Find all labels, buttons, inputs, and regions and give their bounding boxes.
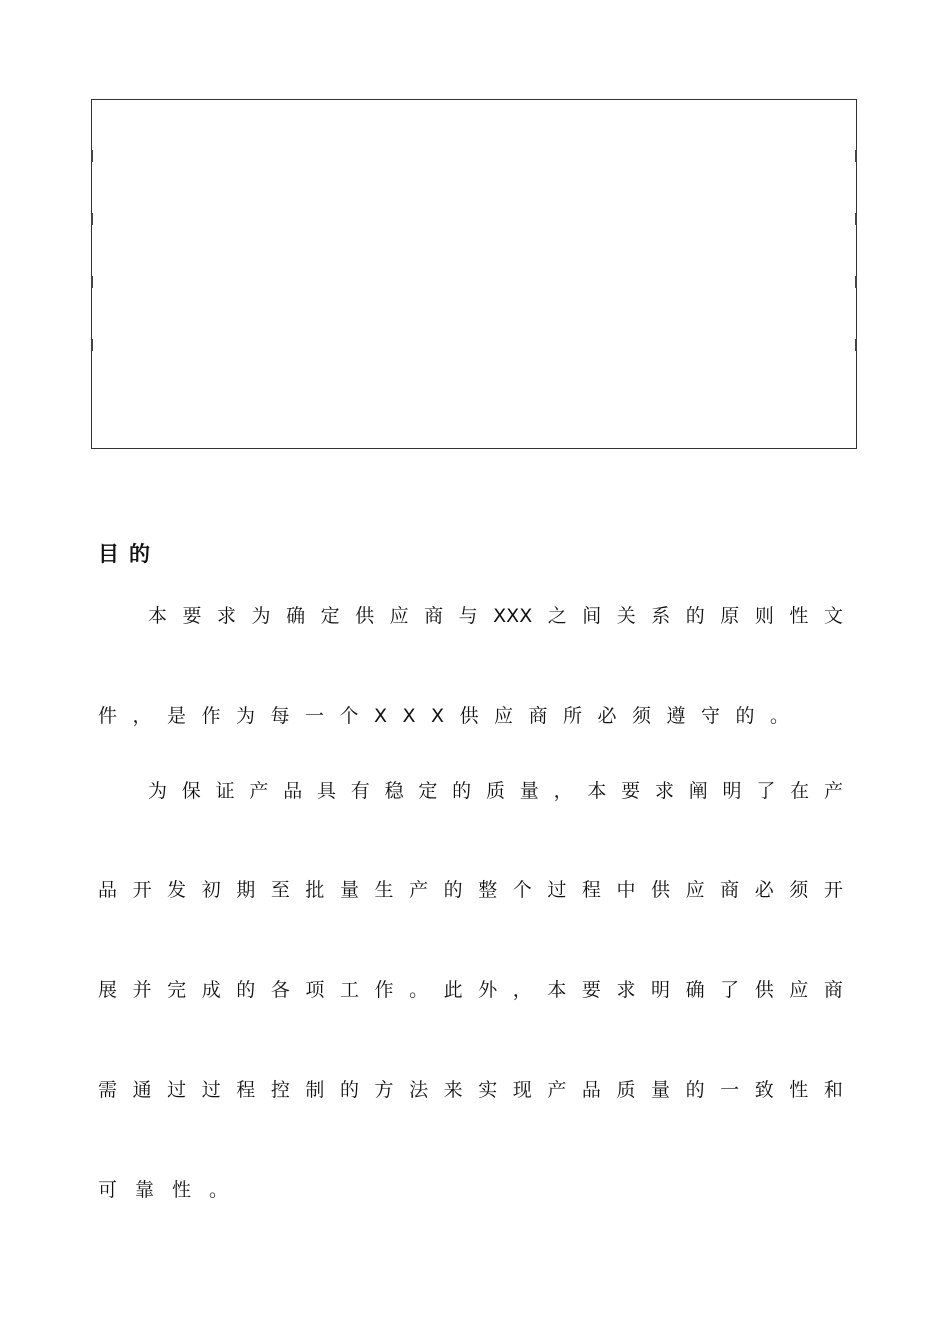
- glyph: 初: [201, 879, 221, 901]
- glyph: 量: [519, 780, 539, 802]
- glyph: 作: [374, 979, 394, 1001]
- paragraph-1-line-2: 件，是作为每一个XXX供应商所必须遵守的。: [98, 705, 805, 727]
- header-frame-box: [91, 99, 857, 449]
- glyph: 应: [685, 879, 705, 901]
- section-heading: 目的: [98, 542, 160, 566]
- glyph: 品: [283, 780, 303, 802]
- paragraph-2-line-3: [98, 975, 843, 1005]
- glyph: 商: [823, 979, 843, 1001]
- glyph: 商: [720, 879, 740, 901]
- glyph: 本: [587, 780, 607, 802]
- glyph: 定: [320, 605, 340, 627]
- glyph: 确: [286, 605, 306, 627]
- frame-left-tick-2: [91, 213, 93, 225]
- frame-right-tick-1: [855, 150, 857, 162]
- glyph: 本: [148, 605, 168, 627]
- glyph: 有: [350, 780, 370, 802]
- paragraph-2-line-4: [98, 1075, 843, 1105]
- glyph: 制: [305, 1079, 325, 1101]
- glyph: 本: [547, 979, 567, 1001]
- glyph: 关: [616, 605, 636, 627]
- frame-left-tick-1: [91, 150, 93, 162]
- glyph: 了: [720, 979, 740, 1001]
- glyph: 量: [339, 879, 359, 901]
- glyph: 生: [374, 879, 394, 901]
- glyph: 品: [581, 1079, 601, 1101]
- glyph: 的: [685, 1079, 705, 1101]
- glyph: 批: [305, 879, 325, 901]
- glyph: 此: [443, 979, 463, 1001]
- glyph: 过: [167, 1079, 187, 1101]
- paragraph-2-line-1: [148, 776, 843, 806]
- glyph: 中: [616, 879, 636, 901]
- glyph: 性: [789, 1079, 809, 1101]
- glyph: 产: [823, 780, 843, 802]
- glyph: 和: [823, 1079, 843, 1101]
- glyph: 要: [182, 605, 202, 627]
- glyph: 证: [215, 780, 235, 802]
- glyph: 确: [685, 979, 705, 1001]
- glyph: 阐: [688, 780, 708, 802]
- glyph: 各: [270, 979, 290, 1001]
- glyph: 的: [443, 879, 463, 901]
- glyph: 整: [478, 879, 498, 901]
- glyph: 个: [512, 879, 532, 901]
- glyph: 原: [720, 605, 740, 627]
- paragraph-1-line-1: [148, 601, 843, 631]
- frame-right-tick-4: [855, 339, 857, 351]
- glyph: 致: [754, 1079, 774, 1101]
- glyph: 过: [201, 1079, 221, 1101]
- glyph: 供: [651, 879, 671, 901]
- glyph: 的: [339, 1079, 359, 1101]
- glyph: 定: [418, 780, 438, 802]
- glyph: 工: [339, 979, 359, 1001]
- frame-right-tick-3: [855, 276, 857, 288]
- glyph: 保: [181, 780, 201, 802]
- glyph: 了: [756, 780, 776, 802]
- glyph: 展: [98, 979, 118, 1001]
- glyph: 文: [823, 605, 843, 627]
- glyph: 法: [409, 1079, 429, 1101]
- glyph: 通: [132, 1079, 152, 1101]
- glyph: 供: [754, 979, 774, 1001]
- glyph: 程: [236, 1079, 256, 1101]
- paragraph-2-line-5: 可靠性。: [98, 1179, 247, 1201]
- glyph: 在: [790, 780, 810, 802]
- glyph: XXX: [493, 605, 533, 627]
- glyph: 实: [478, 1079, 498, 1101]
- glyph: 期: [236, 879, 256, 901]
- glyph: 明: [722, 780, 742, 802]
- glyph: ，: [512, 979, 532, 1001]
- glyph: 开: [823, 879, 843, 901]
- glyph: 为: [251, 605, 271, 627]
- glyph: 则: [754, 605, 774, 627]
- glyph: 应: [389, 605, 409, 627]
- glyph: 质: [616, 1079, 636, 1101]
- glyph: 一: [720, 1079, 740, 1101]
- glyph: 控: [270, 1079, 290, 1101]
- glyph: 量: [651, 1079, 671, 1101]
- glyph: 项: [305, 979, 325, 1001]
- frame-left-tick-4: [91, 339, 93, 351]
- glyph: 外: [478, 979, 498, 1001]
- glyph: 来: [443, 1079, 463, 1101]
- glyph: 具: [316, 780, 336, 802]
- glyph: 品: [98, 879, 118, 901]
- glyph: 开: [132, 879, 152, 901]
- glyph: 与: [458, 605, 478, 627]
- glyph: 间: [582, 605, 602, 627]
- glyph: 方: [374, 1079, 394, 1101]
- glyph: 的: [236, 979, 256, 1001]
- glyph: 应: [789, 979, 809, 1001]
- glyph: 要: [621, 780, 641, 802]
- glyph: 明: [651, 979, 671, 1001]
- glyph: 发: [167, 879, 187, 901]
- glyph: 要: [581, 979, 601, 1001]
- glyph: ，: [553, 780, 573, 802]
- glyph: 系: [651, 605, 671, 627]
- glyph: 至: [270, 879, 290, 901]
- glyph: 程: [581, 879, 601, 901]
- glyph: 稳: [384, 780, 404, 802]
- paragraph-2-line-2: [98, 875, 843, 905]
- glyph: 商: [424, 605, 444, 627]
- glyph: 成: [201, 979, 221, 1001]
- glyph: 需: [98, 1079, 118, 1101]
- frame-right-tick-2: [855, 213, 857, 225]
- glyph: 完: [167, 979, 187, 1001]
- glyph: 产: [249, 780, 269, 802]
- glyph: 为: [148, 780, 168, 802]
- glyph: 产: [409, 879, 429, 901]
- glyph: 求: [654, 780, 674, 802]
- glyph: 之: [547, 605, 567, 627]
- glyph: 必: [754, 879, 774, 901]
- glyph: 的: [685, 605, 705, 627]
- glyph: 产: [547, 1079, 567, 1101]
- glyph: 的: [452, 780, 472, 802]
- glyph: 求: [217, 605, 237, 627]
- glyph: 现: [512, 1079, 532, 1101]
- glyph: 性: [789, 605, 809, 627]
- glyph: 供: [355, 605, 375, 627]
- glyph: 质: [485, 780, 505, 802]
- glyph: 过: [547, 879, 567, 901]
- glyph: 并: [132, 979, 152, 1001]
- glyph: 求: [616, 979, 636, 1001]
- frame-left-tick-3: [91, 276, 93, 288]
- glyph: 。: [409, 979, 429, 1001]
- glyph: 须: [789, 879, 809, 901]
